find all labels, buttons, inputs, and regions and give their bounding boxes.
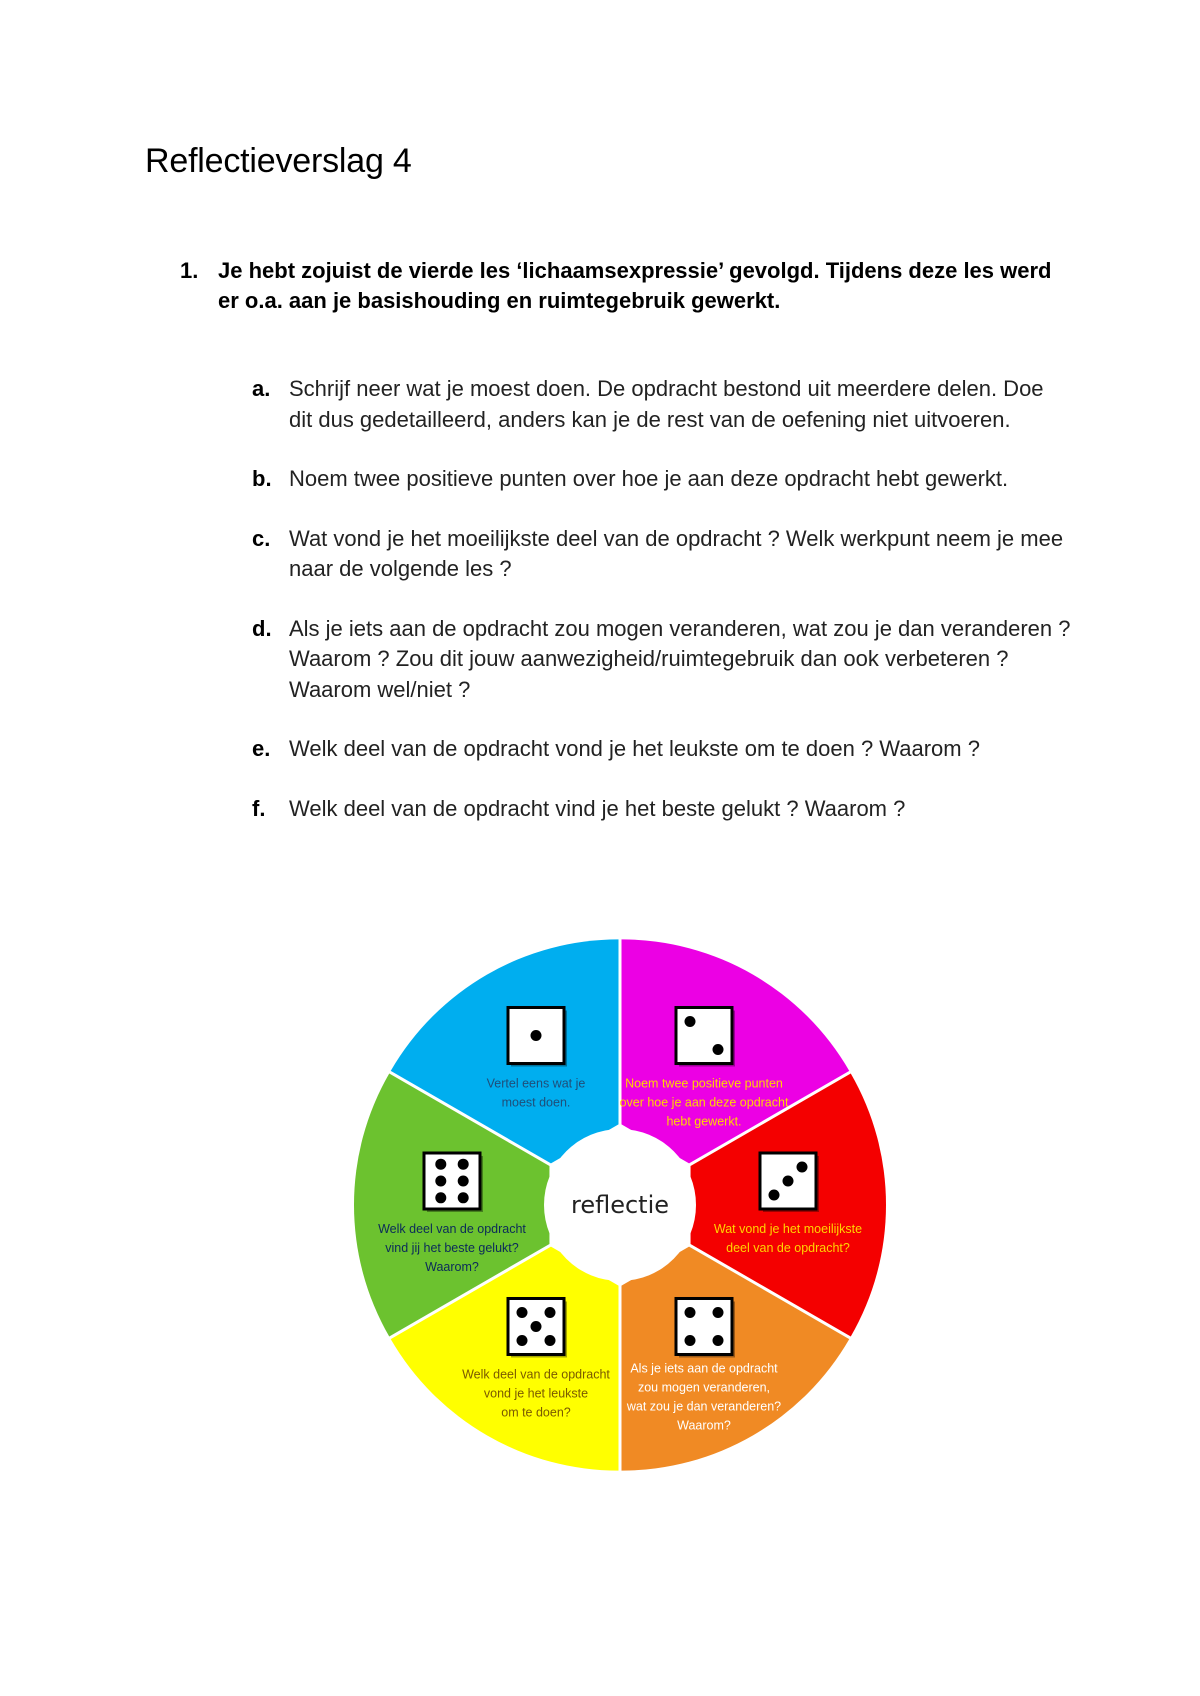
subquestion-text: Schrijf neer wat je moest doen. De opdracht bestond uit meerdere delen. Doe dit dus gedetailleerd, anders kan je de rest van de oefening niet uitvoeren. [289, 376, 1044, 432]
die-icon [676, 1298, 735, 1357]
subquestion-list [252, 374, 1072, 853]
die-pip [769, 1190, 780, 1201]
die-pip [713, 1335, 724, 1346]
subquestion-text: Wat vond je het moeilijkste deel van de opdracht ? Welk werkpunt neem je mee naar de volgende les ? [289, 525, 1064, 581]
die-icon [676, 1008, 735, 1067]
subquestion-item [252, 614, 1072, 706]
die-pip [685, 1307, 696, 1318]
segment-label: wat zou je dan veranderen? [626, 1399, 782, 1414]
segment-label: Vertel eens wat je [486, 1076, 586, 1091]
die-pip [531, 1321, 542, 1332]
page-title: Reflectieverslag 4 [145, 142, 412, 180]
die-face [676, 1008, 732, 1064]
segment-label: over hoe je aan deze opdracht [619, 1095, 789, 1110]
segment-label: Wat vond je het moeilijkste [713, 1222, 863, 1236]
die-pip [458, 1192, 469, 1203]
segment-label: Welk deel van de opdracht [462, 1367, 610, 1382]
segment-label: om te doen? [501, 1405, 571, 1420]
wheel-center-label: reflectie [570, 1191, 670, 1219]
subquestion-text: Welk deel van de opdracht vind je het beste gelukt ? Waarom ? [289, 795, 906, 821]
subquestion-item [252, 374, 1072, 435]
segment-label: Waarom? [425, 1260, 479, 1274]
die-pip [458, 1159, 469, 1170]
die-pip [545, 1335, 556, 1346]
die-pip [531, 1030, 542, 1041]
die-pip [685, 1335, 696, 1346]
segment-label: Waarom? [677, 1418, 731, 1433]
die-pip [783, 1176, 794, 1187]
subquestion-letter: c. [252, 525, 271, 551]
die-pip [517, 1307, 528, 1318]
reflection-wheel [350, 935, 890, 1475]
reflection-wheel-graphic [350, 935, 890, 1475]
subquestion-text: Welk deel van de opdracht vond je het leukste om te doen ? Waarom ? [289, 736, 980, 761]
die-pip [713, 1307, 724, 1318]
die-pip [517, 1335, 528, 1346]
subquestion-letter: b. [252, 466, 272, 491]
subquestion-item [252, 464, 1072, 495]
subquestion-letter: e. [252, 736, 271, 761]
segment-label: zou mogen veranderen, [637, 1380, 771, 1395]
question-text: Je hebt zojuist de vierde les ‘lichaamsexpressie’ gevolgd. Tijdens deze les werd er o.a. aan je basishouding en ruimtegebruik gewerkt. [218, 258, 1052, 313]
subquestion-text: Noem twee positieve punten over hoe je aan deze opdracht hebt gewerkt. [289, 466, 1009, 491]
segment-label: Welk deel van de opdracht [378, 1222, 526, 1236]
segment-label: hebt gewerkt. [666, 1114, 742, 1129]
segment-label: vind jij het beste gelukt? [385, 1241, 519, 1255]
subquestion-item [252, 734, 1072, 765]
die-pip [435, 1159, 446, 1170]
die-pip [435, 1176, 446, 1187]
subquestion-letter: d. [252, 615, 272, 641]
segment-label: moest doen. [501, 1095, 571, 1110]
die-pip [713, 1044, 724, 1055]
segment-label: Als je iets aan de opdracht [630, 1361, 778, 1376]
die-pip [545, 1307, 556, 1318]
die-pip [685, 1016, 696, 1027]
question-number: 1. [180, 258, 199, 283]
die-pip [458, 1176, 469, 1187]
subquestion-text: Als je iets aan de opdracht zou mogen veranderen, wat zou je dan veranderen ? Waarom ? Zou dit jouw aanwezigheid/ruimtegebruik dan ook verbeteren ? Waarom wel/niet ? [289, 615, 1071, 702]
die-face [676, 1298, 732, 1354]
subquestion-letter: f. [252, 795, 266, 821]
die-pip [435, 1192, 446, 1203]
question-1 [180, 256, 1060, 316]
segment-label: Noem twee positieve punten [625, 1076, 783, 1091]
segment-label: deel van de opdracht? [726, 1241, 850, 1255]
segment-label: vond je het leukste [483, 1386, 589, 1401]
subquestion-item [252, 524, 1072, 585]
die-icon [424, 1153, 483, 1212]
subquestion-item [252, 794, 1072, 825]
subquestion-letter: a. [252, 376, 271, 401]
die-icon [508, 1008, 567, 1067]
die-icon [508, 1298, 567, 1357]
die-face [424, 1153, 480, 1209]
die-pip [797, 1162, 808, 1173]
die-icon [760, 1153, 819, 1212]
